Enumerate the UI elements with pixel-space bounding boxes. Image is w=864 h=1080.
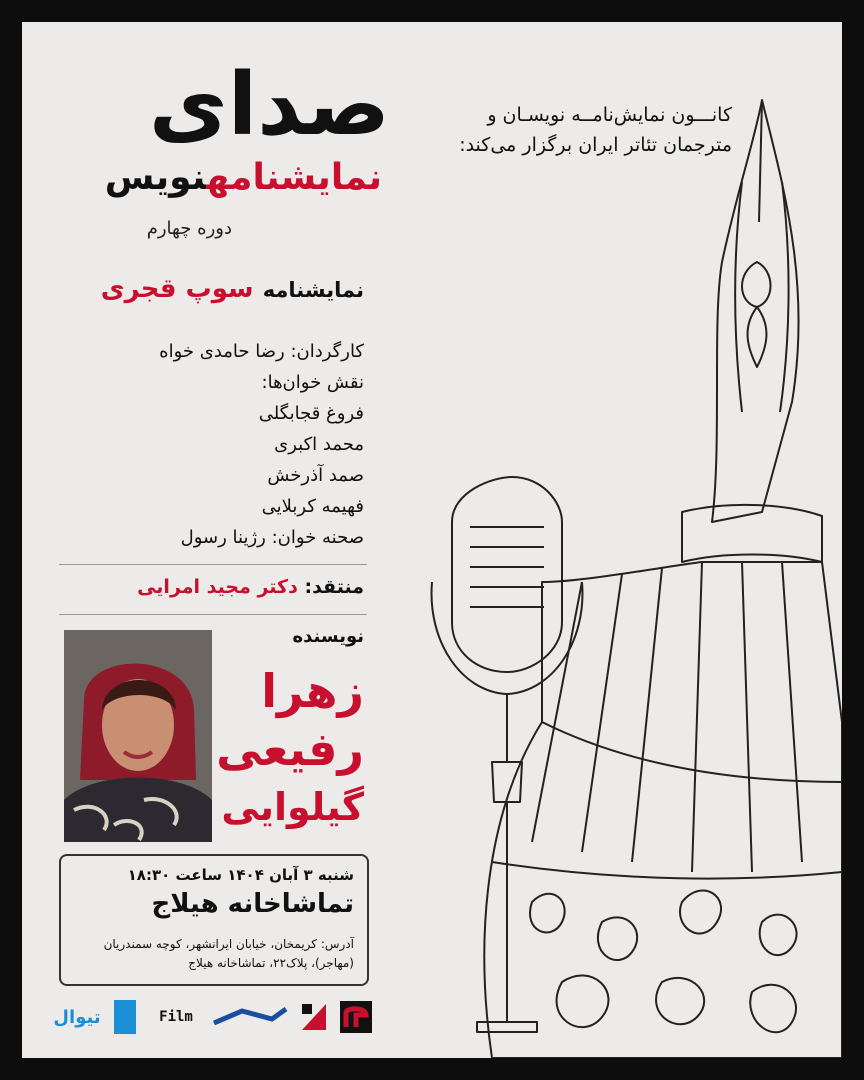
event-address: آدرس: کریمخان، خیابان ایرانشهر، کوچه سمندریان (مهاجر)، پلاک۲۲، تماشاخانه هیلاج [103, 937, 354, 970]
critic-name: دکتر مجید امرایی [137, 576, 298, 598]
reader-3: صمد آذرخش [267, 465, 364, 486]
event-venue: تماشاخانه هیلاج [151, 889, 354, 919]
reader-2: محمد اکبری [274, 434, 364, 455]
tiwall-icon [114, 1000, 136, 1034]
association-logo [340, 1000, 372, 1034]
microphone-icon [452, 477, 562, 672]
divider [59, 614, 367, 615]
subtitle-red: نمایشنامه [206, 157, 382, 198]
event-datetime: شنبه ۳ آبان ۱۴۰۴ ساعت ۱۸:۳۰ [127, 866, 354, 884]
writer-label: نویسنده [292, 626, 364, 647]
reader-1: فروغ قجابگلی [258, 403, 364, 424]
writer-name [216, 662, 364, 836]
sponsor-logos [52, 1000, 372, 1036]
tiwall-logo: تیوال [53, 1006, 101, 1028]
reader-4: فهیمه کربلایی [261, 496, 364, 517]
writer-name-line-1: زهرا [261, 664, 364, 718]
director-line: کارگردان: رضا حامدی خواه [159, 341, 364, 362]
play-label: نمایشنامه [262, 278, 364, 302]
film-logo: Film [159, 1009, 193, 1025]
subtitle-black: نویس [104, 157, 207, 198]
readers-label: نقش خوان‌ها: [261, 372, 364, 393]
organizer-line-1: کانـــون نمایش‌نامــه نویسـان و [487, 104, 732, 126]
writer-portrait-photo [64, 630, 212, 842]
writer-name-line-3: گیلوایی [221, 785, 364, 829]
emblem-logo [300, 1000, 328, 1034]
main-title: صدای [148, 55, 390, 155]
play-name: سوپ قجری [100, 274, 254, 304]
critic-label: منتقد: [304, 576, 364, 598]
credits [159, 336, 364, 553]
writer-name-line-2: رفیعی [216, 722, 364, 776]
hilaj-logo [212, 1000, 288, 1034]
organizer-line-2: مترجمان تئاتر ایران برگزار می‌کند: [459, 134, 732, 156]
critic-line [137, 576, 364, 598]
organizer-text [402, 100, 732, 160]
play-title [101, 274, 364, 304]
edition-label: دوره چهارم [146, 218, 232, 239]
poster [22, 22, 842, 1058]
subtitle [104, 157, 382, 198]
stage-reader-line: صحنه خوان: رژینا رسول [180, 527, 364, 548]
divider [59, 564, 367, 565]
